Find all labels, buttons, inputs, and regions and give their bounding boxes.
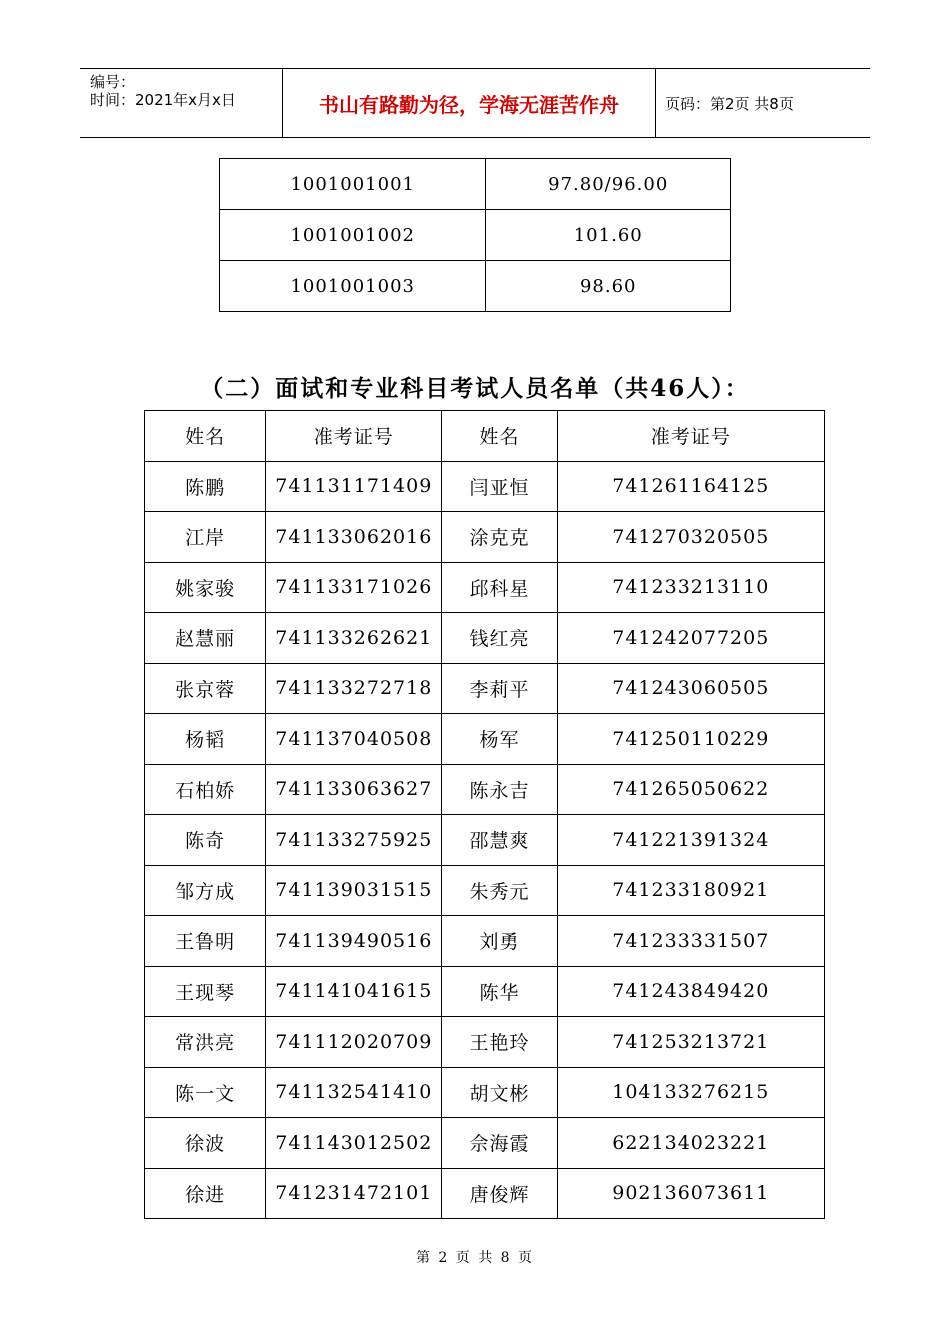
name-cell: 江岸 xyxy=(145,512,266,563)
exam-id-cell: 741112020709 xyxy=(266,1017,442,1068)
name-cell: 杨韬 xyxy=(145,714,266,765)
exam-id-cell: 741261164125 xyxy=(557,461,824,512)
exam-id-cell: 741233331507 xyxy=(557,916,824,967)
name-cell: 杨军 xyxy=(442,714,557,765)
candidate-list-table xyxy=(144,410,825,1219)
name-cell: 王鲁明 xyxy=(145,916,266,967)
exam-id-cell: 741143012502 xyxy=(266,1118,442,1169)
column-header-name: 姓名 xyxy=(442,411,557,462)
exam-id-cell: 741133063627 xyxy=(266,764,442,815)
exam-id-cell: 741141041615 xyxy=(266,966,442,1017)
name-cell: 陈永吉 xyxy=(442,764,557,815)
exam-id-cell: 741242077205 xyxy=(557,613,824,664)
name-cell: 刘勇 xyxy=(442,916,557,967)
table-row xyxy=(220,159,731,210)
name-cell: 石柏娇 xyxy=(145,764,266,815)
name-cell: 唐俊辉 xyxy=(442,1168,557,1219)
name-cell: 邹方成 xyxy=(145,865,266,916)
table-row xyxy=(145,966,825,1017)
exam-id-cell: 741132541410 xyxy=(266,1067,442,1118)
score-table xyxy=(219,158,731,312)
table-row xyxy=(145,1017,825,1068)
exam-id-cell: 741233213110 xyxy=(557,562,824,613)
table-row xyxy=(220,210,731,261)
exam-id-cell: 741253213721 xyxy=(557,1017,824,1068)
table-row xyxy=(145,562,825,613)
header-page-info: 页码：第2页 共8页 xyxy=(665,94,794,113)
name-cell: 王艳玲 xyxy=(442,1017,557,1068)
exam-id-cell: 741139031515 xyxy=(266,865,442,916)
name-cell: 陈鹏 xyxy=(145,461,266,512)
exam-id-cell: 741233180921 xyxy=(557,865,824,916)
exam-id-cell: 741265050622 xyxy=(557,764,824,815)
table-header-row xyxy=(145,411,825,462)
score-cell: 101.60 xyxy=(486,210,731,261)
table-row xyxy=(145,613,825,664)
table-row xyxy=(145,764,825,815)
header-meta xyxy=(80,69,280,137)
exam-id-cell: 741133262621 xyxy=(266,613,442,664)
name-cell: 王现琴 xyxy=(145,966,266,1017)
page-header xyxy=(80,68,870,138)
exam-code-cell: 1001001002 xyxy=(220,210,486,261)
time-label: 时间：2021年x月x日 xyxy=(90,91,236,109)
column-header-name: 姓名 xyxy=(145,411,266,462)
table-row xyxy=(145,461,825,512)
table-row xyxy=(145,815,825,866)
table-row xyxy=(145,1067,825,1118)
name-cell: 张京蓉 xyxy=(145,663,266,714)
name-cell: 朱秀元 xyxy=(442,865,557,916)
page-footer: 第 2 页 共 8 页 xyxy=(415,1250,535,1266)
name-cell: 常洪亮 xyxy=(145,1017,266,1068)
name-cell: 钱红亮 xyxy=(442,613,557,664)
column-header-exam-id: 准考证号 xyxy=(557,411,824,462)
exam-id-cell: 741243849420 xyxy=(557,966,824,1017)
name-cell: 陈一文 xyxy=(145,1067,266,1118)
score-cell: 98.60 xyxy=(486,261,731,312)
column-header-exam-id: 准考证号 xyxy=(266,411,442,462)
table-row xyxy=(145,916,825,967)
exam-id-cell: 741133275925 xyxy=(266,815,442,866)
name-cell: 李莉平 xyxy=(442,663,557,714)
exam-id-cell: 741137040508 xyxy=(266,714,442,765)
name-cell: 陈奇 xyxy=(145,815,266,866)
table-row xyxy=(145,663,825,714)
name-cell: 赵慧丽 xyxy=(145,613,266,664)
name-cell: 邵慧爽 xyxy=(442,815,557,866)
exam-id-cell: 741133272718 xyxy=(266,663,442,714)
exam-id-cell: 741133171026 xyxy=(266,562,442,613)
table-row xyxy=(145,1118,825,1169)
header-motto: 书山有路勤为径，学海无涯苦作舟 xyxy=(282,69,656,137)
table-row xyxy=(145,1168,825,1219)
exam-code-cell: 1001001001 xyxy=(220,159,486,210)
number-label: 编号： xyxy=(90,73,136,91)
table-row xyxy=(220,261,731,312)
exam-id-cell: 741131171409 xyxy=(266,461,442,512)
exam-id-cell: 741270320505 xyxy=(557,512,824,563)
name-cell: 徐进 xyxy=(145,1168,266,1219)
exam-id-cell: 622134023221 xyxy=(557,1118,824,1169)
exam-id-cell: 741133062016 xyxy=(266,512,442,563)
name-cell: 闫亚恒 xyxy=(442,461,557,512)
exam-code-cell: 1001001003 xyxy=(220,261,486,312)
name-cell: 徐波 xyxy=(145,1118,266,1169)
exam-id-cell: 741221391324 xyxy=(557,815,824,866)
name-cell: 邱科星 xyxy=(442,562,557,613)
table-row xyxy=(145,512,825,563)
exam-id-cell: 104133276215 xyxy=(557,1067,824,1118)
name-cell: 佘海霞 xyxy=(442,1118,557,1169)
exam-id-cell: 741250110229 xyxy=(557,714,824,765)
table-row xyxy=(145,865,825,916)
exam-id-cell: 741243060505 xyxy=(557,663,824,714)
exam-id-cell: 741231472101 xyxy=(266,1168,442,1219)
exam-id-cell: 902136073611 xyxy=(557,1168,824,1219)
name-cell: 陈华 xyxy=(442,966,557,1017)
table-row xyxy=(145,714,825,765)
section-title: （二）面试和专业科目考试人员名单（共46人）： xyxy=(200,375,750,402)
name-cell: 姚家骏 xyxy=(145,562,266,613)
name-cell: 胡文彬 xyxy=(442,1067,557,1118)
name-cell: 涂克克 xyxy=(442,512,557,563)
score-cell: 97.80/96.00 xyxy=(486,159,731,210)
exam-id-cell: 741139490516 xyxy=(266,916,442,967)
